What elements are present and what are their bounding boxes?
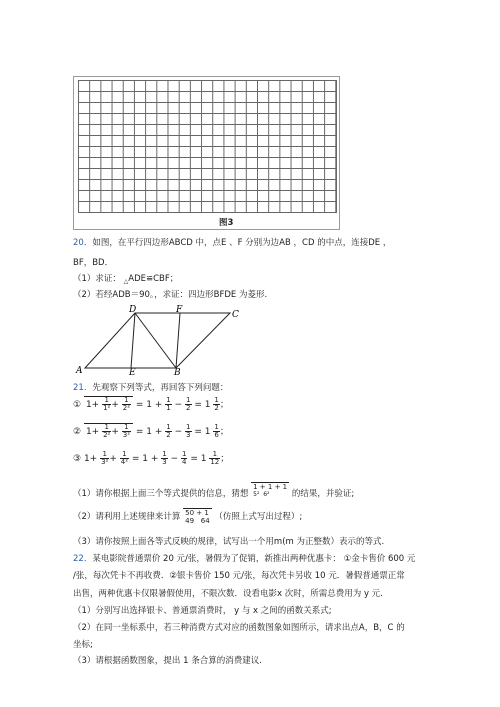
label-e: E — [129, 368, 136, 375]
segment-bd — [135, 313, 176, 368]
q20-stem-line — [73, 236, 391, 248]
q22-line1: 22．某电影院普通票价 20 元/张，暑假为了促销，新推出两种优惠卡： ①金卡售价 600 元 — [73, 554, 416, 564]
q22-line2: /张，每次凭卡不再收费．②银卡售价 150 元/张，每次凭卡另收 10 元．暑假普通票正常 — [73, 571, 405, 581]
q21-p2-line — [73, 508, 302, 525]
q21-p1-line — [73, 482, 354, 499]
q20-stem: 如图，在平行四边形ABCD 中，点E 、F 分别为边AB ，CD 的中点，连接DE ， — [92, 238, 392, 248]
q21-stem-line — [73, 381, 228, 393]
q21-p2-tail: （仿照上式写出过程）; — [214, 512, 303, 522]
parallelogram-abcd — [85, 313, 230, 368]
q22-p2: （2）在同一坐标系中，若三种消费方式对应的函数图象如图所示，请求出点A，B，C 的 — [73, 623, 405, 633]
q21-stem: 先观察下列等式，再回答下列问题： — [92, 383, 229, 393]
q21-p1-tail: 的结果，并验证; — [291, 489, 355, 499]
q21-eq2: ② 1+ $\frac{1}{\text{2²}}$ + $\frac{1}{\text{3²}}$ = 1 + $\frac{1}{2}$ − $\frac{1}{3}$ = 1 $\frac{1}{6}$ ； — [73, 423, 229, 439]
q21-eq2-marker: ② — [73, 427, 82, 437]
q20-part1: （1）求证： — [73, 274, 121, 284]
q21-eq3-marker: ③ — [73, 454, 82, 464]
figure3-label: 图3 — [219, 218, 234, 228]
segment-de — [131, 313, 135, 368]
label-d: D — [129, 305, 137, 315]
q22-line3: 出售，两种优惠卡仅限暑假使用，不限次数．设看电影x 次时，所需总费用为 y 元. — [73, 589, 383, 599]
q21-p2: （2）请利用上述规律来计算 — [73, 512, 181, 522]
q21-p1-expr: 1 + 1 + 1 5² 6² — [253, 483, 288, 498]
q22-number: 22． — [73, 554, 93, 564]
label-b: B — [174, 368, 181, 375]
circle-2: ② — [169, 571, 177, 581]
q20-stem2: BF，BD． — [73, 258, 114, 268]
q20-part2: （2）若经ADB＝90。，求证：四边形BFDE 为菱形. — [73, 290, 268, 300]
q20-number: 20． — [73, 238, 93, 248]
figure3-grid — [78, 80, 337, 213]
label-a: A — [76, 366, 83, 375]
figure3-grid-frame — [73, 76, 340, 230]
q21-p2-expr: 50 + 1 49 64 — [185, 509, 210, 525]
triangle-icon: △ — [123, 278, 129, 285]
q21-number: 21． — [73, 383, 93, 393]
segment-bf — [176, 313, 180, 368]
label-f: F — [176, 305, 183, 315]
q21-p1: （1）请你根据上面三个等式提供的信息，猜想 — [73, 489, 249, 499]
eq1-sqrt: 1+ $\frac{1}{\text{1²}}$ + $\frac{1}{\text{2²}}$ — [84, 396, 133, 412]
q20-part1-math: ADE≌CBF； — [128, 274, 179, 284]
q20-parallelogram-diagram — [73, 303, 243, 375]
q22-p1: （1）分别写出选择银卡、普通票消费时， y 与 x 之间的函数关系式; — [73, 606, 332, 616]
q21-eq3: ③ 1+ $\frac{1}{\text{3²}}$ + $\frac{1}{\text{4²}}$ = 1 + $\frac{1}{3}$ − $\frac{1}{4}$ = 1 $\frac{1}{12}$ ； — [73, 450, 230, 466]
q22-p2b: 坐标; — [73, 640, 93, 650]
label-c: C — [232, 310, 239, 320]
q21-eq1-marker: ① — [73, 400, 82, 410]
q20-part1-line — [73, 272, 178, 284]
q21-p3: （3）请你按照上面各等式反映的规律，试写出一个用m(m 为正整数）表示的等式. — [73, 537, 385, 547]
q22-p3: （3）请根据函数图象，提出 1 条合算的消费建议. — [73, 656, 262, 666]
q21-eq1: ① 1+ $\frac{1}{\text{1²}}$ + $\frac{1}{\text{2²}}$ = 1 + $\frac{1}{1}$ − $\frac{1}{2}$ = 1 $\frac{1}{2}$ ； — [73, 396, 229, 412]
circle-1: ① — [343, 554, 352, 564]
eq2-sqrt: 1+ $\frac{1}{\text{2²}}$ + $\frac{1}{\text{3²}}$ — [84, 423, 133, 439]
